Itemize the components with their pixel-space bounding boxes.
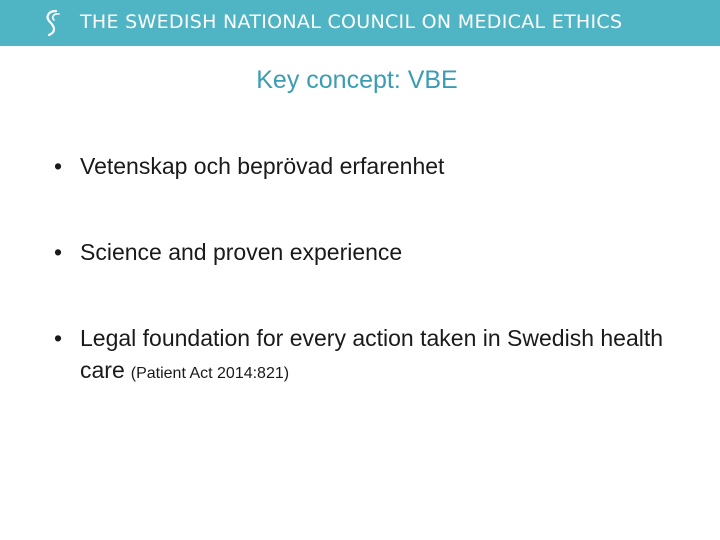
- bullet-text: Science and proven experience: [80, 239, 403, 265]
- bullet-dot-icon: •: [54, 153, 63, 179]
- slide-title-text: Key concept: VBE: [256, 66, 458, 94]
- bullet-text: Legal foundation for every action taken in Swedish health care: [80, 325, 664, 383]
- bullet-text-with-reference: [80, 322, 694, 390]
- bullet-text: Vetenskap och beprövad erfarenhet: [80, 153, 445, 179]
- bullet-dot-icon: •: [54, 239, 63, 265]
- bullet-dot-icon: •: [54, 325, 63, 351]
- slide-title: [0, 66, 720, 95]
- header-band: [0, 0, 720, 46]
- bullet-item: [54, 150, 694, 182]
- s-curve-logo-icon: [40, 8, 66, 38]
- legal-reference: (Patient Act 2014:821): [130, 365, 290, 382]
- bullet-item: [54, 236, 694, 268]
- organization-name: THE SWEDISH NATIONAL COUNCIL ON MEDICAL ETHICS: [80, 11, 623, 33]
- bullet-item: [54, 322, 694, 390]
